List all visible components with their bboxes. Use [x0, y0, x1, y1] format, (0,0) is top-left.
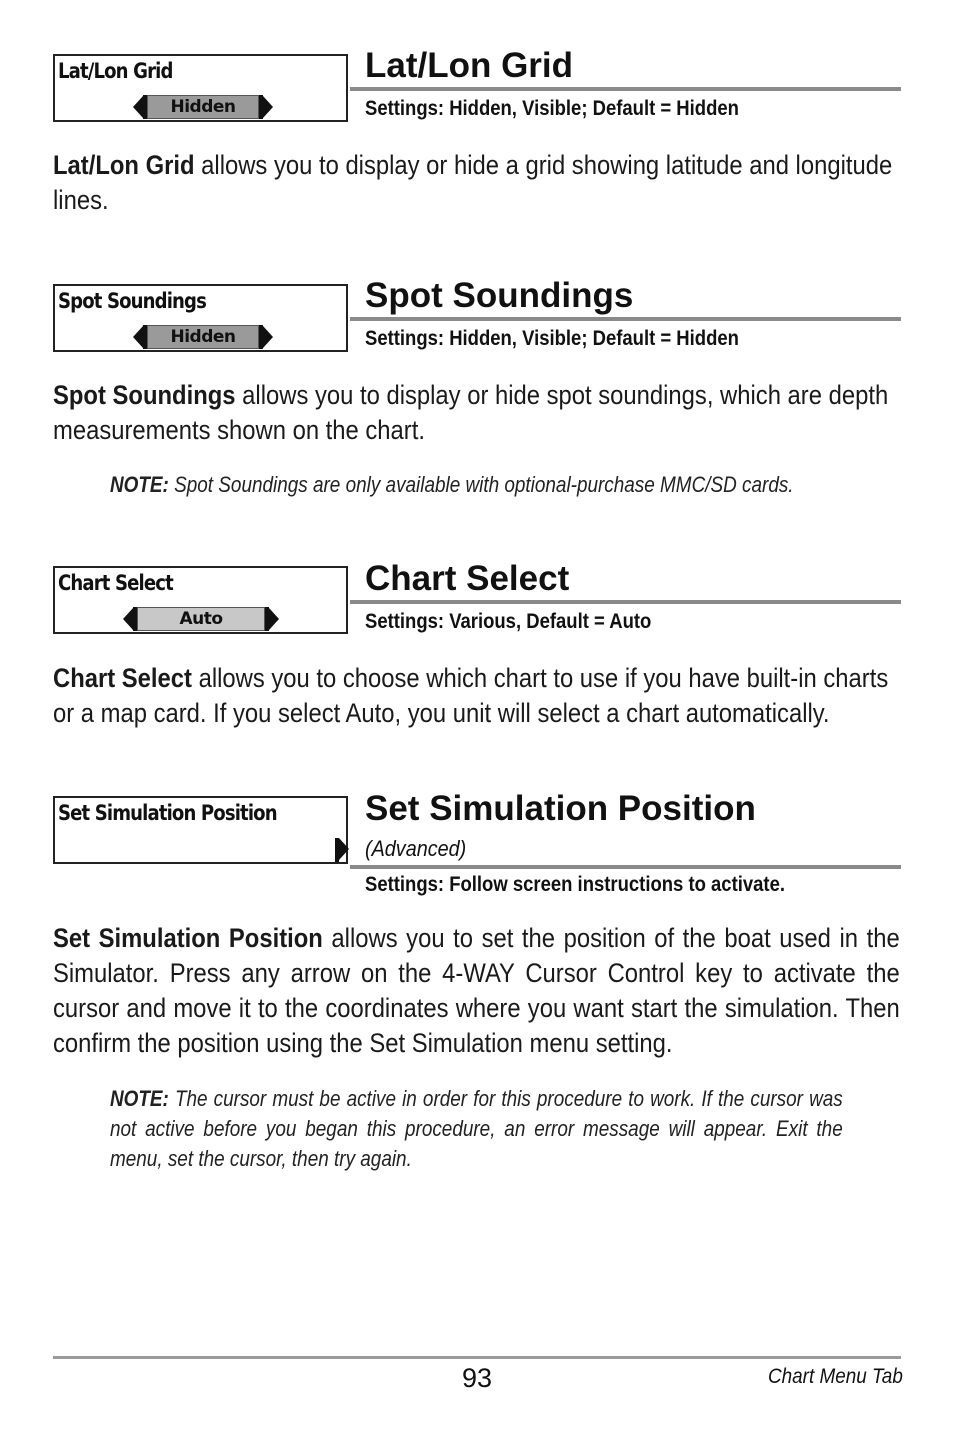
heading-rule	[350, 865, 901, 869]
section-paragraph	[53, 661, 900, 731]
menu-preview-selector	[123, 607, 279, 631]
heading-rule	[350, 87, 901, 91]
paragraph-body: allows you to set the position of the boat used in the Simulator. Press any arrow on the 4-WAY Cursor Control key to activate the cursor and move it to the coordinates where you want start the simulation. Then confirm the position using the Set Simulation menu setting.	[53, 923, 900, 1058]
paragraph-lead: Spot Soundings	[53, 380, 236, 410]
menu-preview-value: Auto	[137, 607, 265, 631]
page-number: 93	[462, 1363, 493, 1393]
menu-preview-set-simulation-position	[53, 796, 348, 864]
menu-preview-label: Lat/Lon Grid	[58, 59, 173, 83]
note	[110, 1084, 843, 1174]
menu-preview-label: Spot Soundings	[58, 289, 207, 313]
menu-preview-label: Set Simulation Position	[58, 801, 277, 825]
section-paragraph	[53, 921, 900, 1061]
paragraph-lead: Chart Select	[53, 663, 192, 693]
menu-preview-chart-select	[53, 566, 348, 634]
section-paragraph	[53, 378, 900, 448]
footer-section-name: Chart Menu Tab	[768, 1365, 903, 1388]
menu-preview-label: Chart Select	[58, 571, 173, 595]
section-title: Chart Select	[365, 559, 570, 598]
arrow-right-icon	[263, 96, 273, 118]
settings-line: Settings: Follow screen instructions to activate.	[365, 873, 785, 896]
note-text: Spot Soundings are only available with optional-purchase MMC/SD cards.	[168, 472, 794, 497]
section-title: Spot Soundings	[365, 276, 634, 315]
settings-line: Settings: Hidden, Visible; Default = Hidden	[365, 97, 739, 120]
arrow-right-icon	[263, 326, 273, 348]
note-label: NOTE:	[110, 472, 169, 497]
paragraph-body: allows you to display or hide spot soundings, which are depth measurements shown on the chart.	[53, 380, 889, 445]
settings-line: Settings: Various, Default = Auto	[365, 610, 652, 633]
menu-preview-lat-lon-grid	[53, 54, 348, 122]
arrow-left-icon	[123, 608, 133, 630]
section-title: Set Simulation Position	[365, 789, 756, 828]
paragraph-body: allows you to display or hide a grid showing latitude and longitude lines.	[53, 150, 893, 215]
section-paragraph	[53, 148, 900, 218]
arrow-right-icon	[269, 608, 279, 630]
menu-preview-spot-soundings	[53, 284, 348, 352]
menu-preview-selector	[133, 95, 273, 119]
arrow-left-icon	[133, 96, 143, 118]
paragraph-lead: Lat/Lon Grid	[53, 150, 195, 180]
menu-preview-selector	[133, 325, 273, 349]
menu-preview-enter	[335, 838, 349, 862]
settings-line: Settings: Hidden, Visible; Default = Hidden	[365, 327, 739, 350]
footer-rule	[53, 1356, 901, 1359]
arrow-left-icon	[133, 326, 143, 348]
paragraph-body: allows you to choose which chart to use if you have built-in charts or a map card. If you select Auto, you unit will select a chart automatically.	[53, 663, 889, 728]
heading-rule	[350, 600, 901, 604]
section-title: Lat/Lon Grid	[365, 46, 574, 85]
paragraph-lead: Set Simulation Position	[53, 923, 323, 953]
note-text: The cursor must be active in order for this procedure to work. If the cursor was not active before you began this procedure, an error message will appear. Exit the menu, set the cursor, then try again.	[110, 1086, 843, 1171]
note	[110, 470, 794, 500]
menu-preview-value: Hidden	[147, 95, 259, 119]
section-subtitle: (Advanced)	[365, 836, 467, 861]
heading-rule	[350, 317, 901, 321]
menu-preview-value: Hidden	[147, 325, 259, 349]
note-label: NOTE:	[110, 1086, 169, 1111]
arrow-right-icon	[339, 838, 349, 860]
